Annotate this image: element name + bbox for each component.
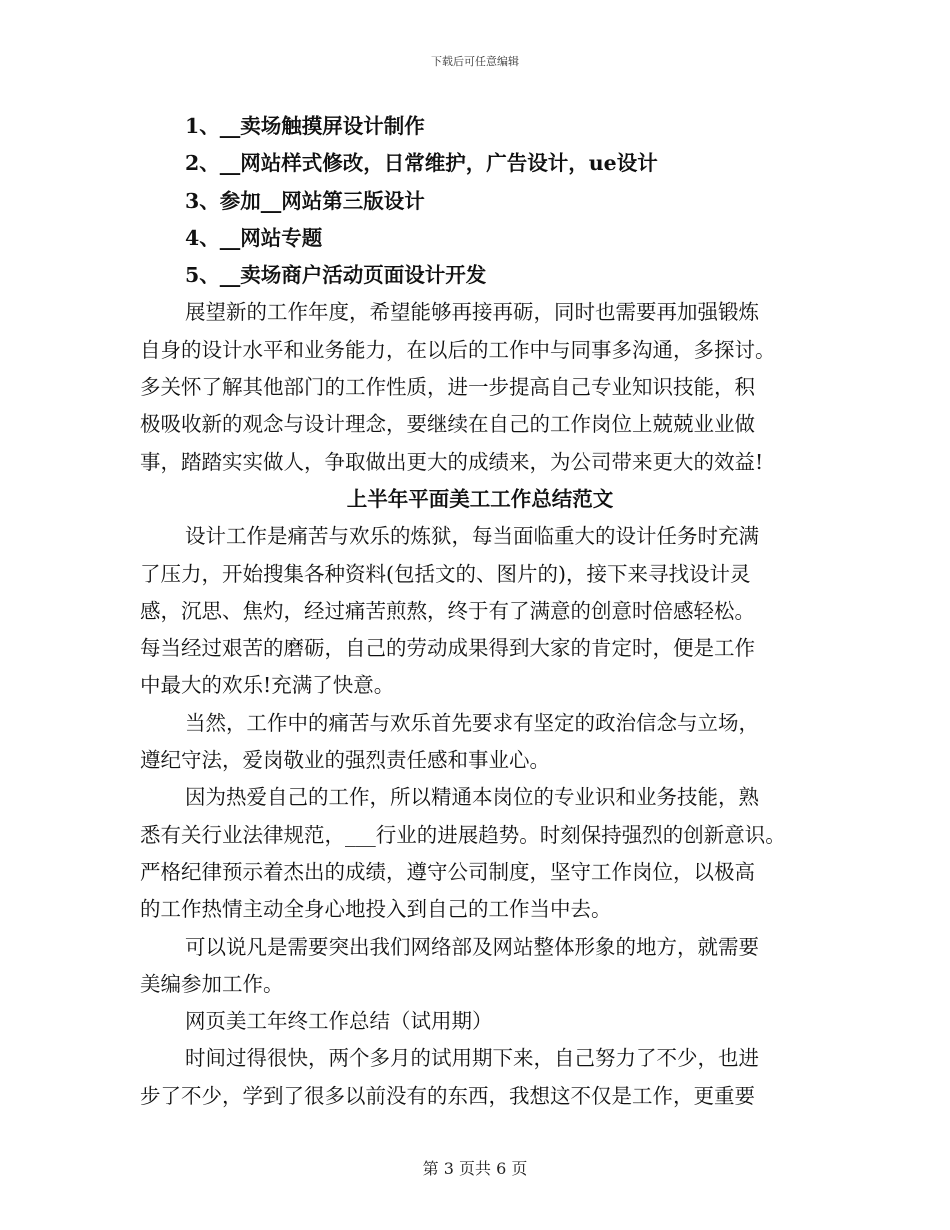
paragraph-line: 可以说凡是需要突出我们网络部及网站整体形象的地方，就需要 xyxy=(185,934,759,959)
paragraph-line: 的工作热情主动全身心地投入到自己的工作当中去。 xyxy=(140,897,612,922)
paragraph-line: 了压力，开始搜集各种资料(包括文的、图片的)，接下来寻找设计灵 xyxy=(140,561,751,586)
page-header: 下载后可任意编辑 xyxy=(431,55,519,68)
paragraph-line: 自身的设计水平和业务能力，在以后的工作中与同事多沟通，多探讨。 xyxy=(140,337,776,362)
paragraph-line: 当然，工作中的痛苦与欢乐首先要求有坚定的政治信念与立场， xyxy=(185,710,759,735)
document-body xyxy=(140,108,820,1115)
list-item: 5、__卖场商户活动页面设计开发 xyxy=(185,263,487,288)
list-item: 2、__网站样式修改，日常维护，广告设计，ue设计 xyxy=(185,151,658,176)
paragraph-line: 极吸收新的观念与设计理念，要继续在自己的工作岗位上兢兢业业做 xyxy=(140,412,755,437)
list-item: 4、__网站专题 xyxy=(185,225,323,250)
page-footer: 第 3 页共 6 页 xyxy=(422,1159,528,1178)
paragraph-line: 遵纪守法，爱岗敬业的强烈责任感和事业心。 xyxy=(140,748,550,773)
paragraph-line: 感，沉思、焦灼，经过痛苦煎熬，终于有了满意的创意时倍感轻松。 xyxy=(140,598,755,623)
paragraph-line: 展望新的工作年度，希望能够再接再砺，同时也需要再加强锻炼 xyxy=(185,300,759,325)
paragraph-line: 多关怀了解其他部门的工作性质，进一步提高自己专业知识技能，积 xyxy=(140,375,755,400)
paragraph-line: 步了不少，学到了很多以前没有的东西，我想这不仅是工作，更重要 xyxy=(140,1083,755,1108)
paragraph-line: 中最大的欢乐!充满了快意。 xyxy=(140,673,395,698)
paragraph-line: 事，踏踏实实做人，争取做出更大的成绩来，为公司带来更大的效益! xyxy=(140,449,764,474)
paragraph-line: 悉有关行业法律规范，___行业的进展趋势。时刻保持强烈的创新意识。 xyxy=(140,822,786,847)
subheading: 网页美工年终工作总结（试用期） xyxy=(185,1009,493,1034)
paragraph-line: 因为热爱自己的工作，所以精通本岗位的专业识和业务技能，熟 xyxy=(185,785,759,810)
paragraph-line: 美编参加工作。 xyxy=(140,971,284,996)
list-item: 1、__卖场触摸屏设计制作 xyxy=(185,114,425,138)
paragraph-line: 严格纪律预示着杰出的成绩，遵守公司制度，坚守工作岗位，以极高 xyxy=(140,859,755,884)
section-title: 上半年平面美工工作总结范文 xyxy=(346,486,614,511)
paragraph-line: 时间过得很快，两个多月的试用期下来，自己努力了不少，也进 xyxy=(185,1046,759,1071)
list-item: 3、参加__网站第三版设计 xyxy=(185,188,425,213)
paragraph-line: 每当经过艰苦的磨砺，自己的劳动成果得到大家的肯定时，便是工作 xyxy=(140,636,755,661)
paragraph-line: 设计工作是痛苦与欢乐的炼狱，每当面临重大的设计任务时充满 xyxy=(185,524,759,549)
